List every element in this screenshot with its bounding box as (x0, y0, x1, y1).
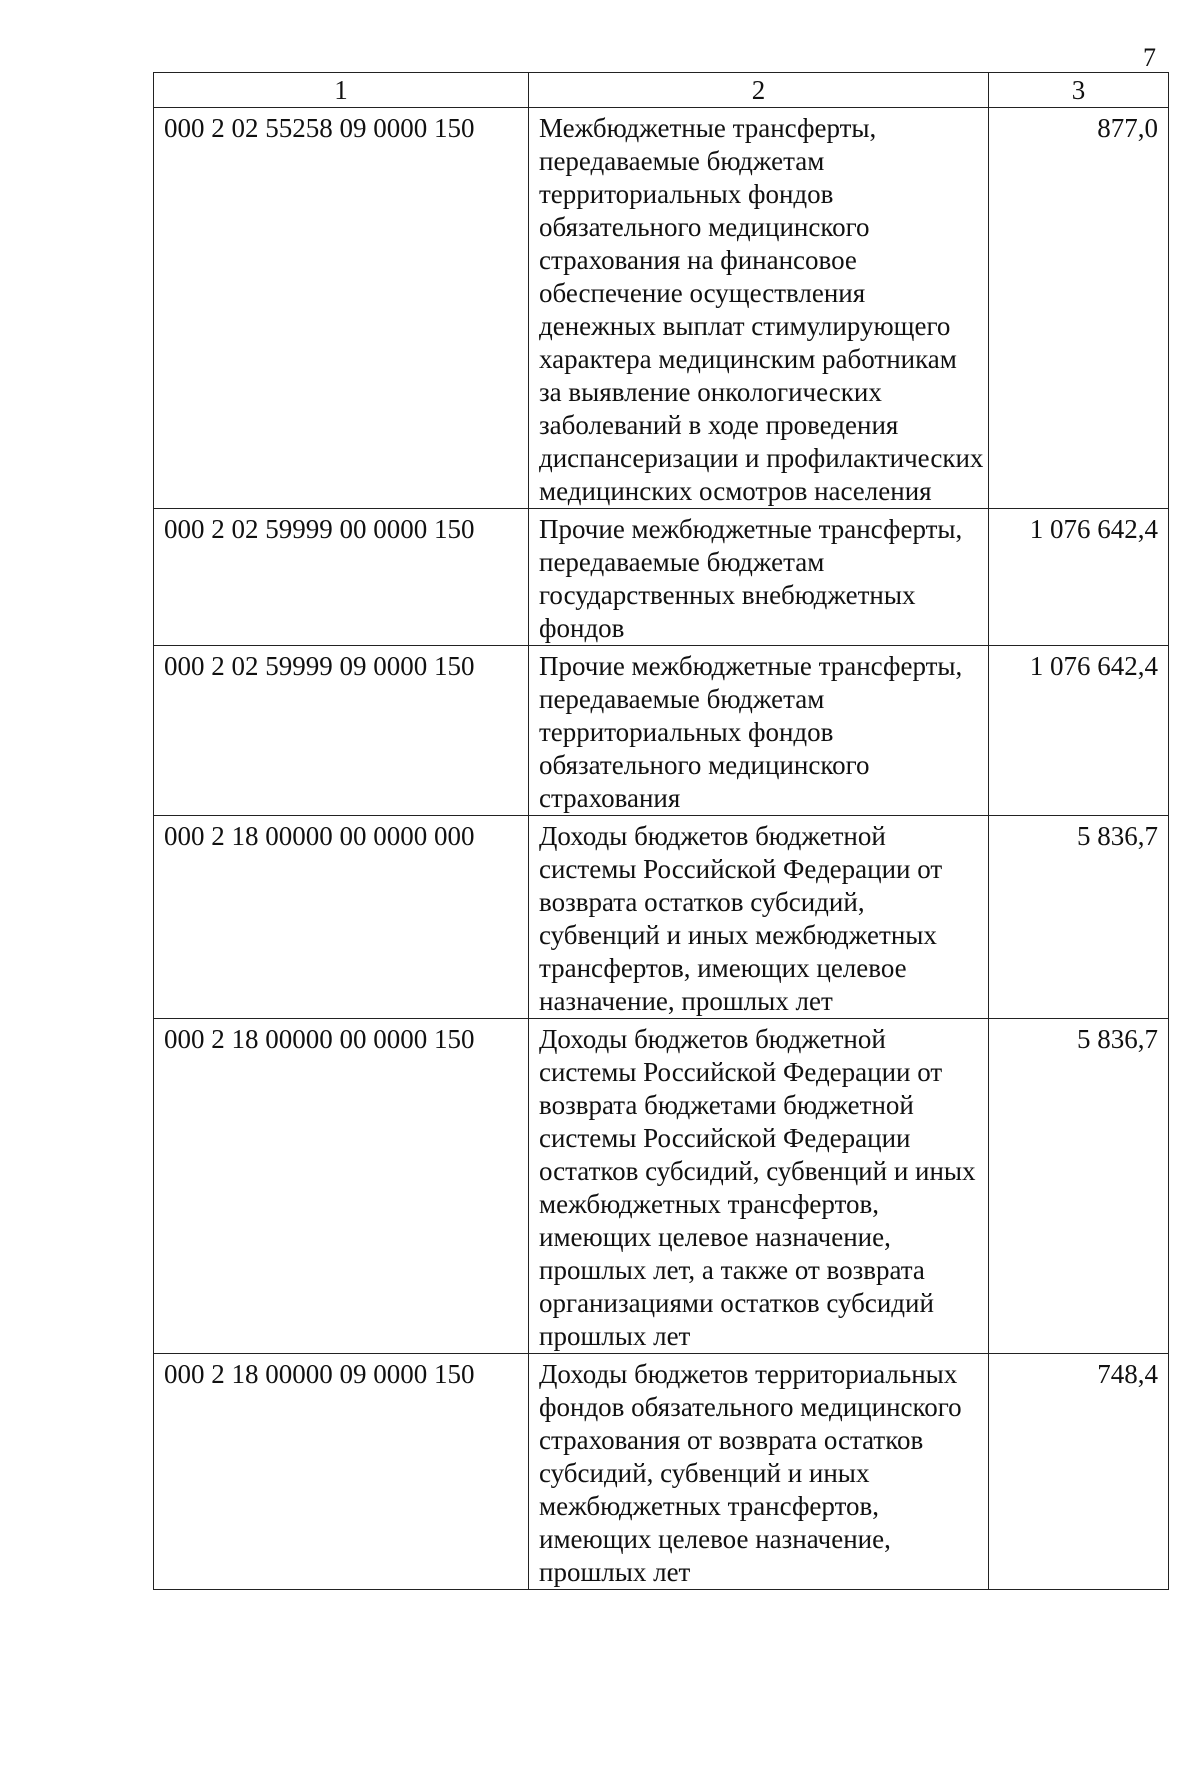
column-header-name: 2 (529, 73, 989, 108)
row-name: Доходы бюджетов территориальных фондов обязательного медицинского страхования от возврата остатков субсидий, субвенций и иных межбюджетных трансфертов, имеющих целевое назначение, прошлых лет (529, 1354, 989, 1590)
row-amount: 748,4 (989, 1354, 1169, 1590)
row-code: 000 2 18 00000 00 0000 000 (154, 816, 529, 1019)
row-code: 000 2 18 00000 00 0000 150 (154, 1019, 529, 1354)
row-amount: 5 836,7 (989, 816, 1169, 1019)
table-header-row (154, 73, 1169, 108)
row-amount: 5 836,7 (989, 1019, 1169, 1354)
row-name: Межбюджетные трансферты, передаваемые бюджетам территориальных фондов обязательного медицинского страхования на финансовое обеспечение осуществления денежных выплат стимулирующего характера медицинским работникам за выявление онкологических заболеваний в ходе проведения диспансеризации и профилактических медицинских осмотров населения (529, 108, 989, 509)
table-row (154, 509, 1169, 646)
column-header-code: 1 (154, 73, 529, 108)
row-amount: 1 076 642,4 (989, 646, 1169, 816)
row-amount: 877,0 (989, 108, 1169, 509)
row-code: 000 2 02 59999 00 0000 150 (154, 509, 529, 646)
table-row (154, 646, 1169, 816)
row-code: 000 2 02 59999 09 0000 150 (154, 646, 529, 816)
row-name: Доходы бюджетов бюджетной системы Российской Федерации от возврата бюджетами бюджетной системы Российской Федерации остатков субсидий, субвенций и иных межбюджетных трансфертов, имеющих целевое назначение, прошлых лет, а также от возврата организациями остатков субсидий прошлых лет (529, 1019, 989, 1354)
row-name: Доходы бюджетов бюджетной системы Российской Федерации от возврата остатков субсидий, субвенций и иных межбюджетных трансфертов, имеющих целевое назначение, прошлых лет (529, 816, 989, 1019)
row-code: 000 2 18 00000 09 0000 150 (154, 1354, 529, 1590)
table-row (154, 816, 1169, 1019)
row-name: Прочие межбюджетные трансферты, передаваемые бюджетам государственных внебюджетных фондов (529, 509, 989, 646)
budget-revenue-table (153, 72, 1169, 1590)
row-code: 000 2 02 55258 09 0000 150 (154, 108, 529, 509)
column-header-amount: 3 (989, 73, 1169, 108)
page-number: 7 (1143, 43, 1156, 72)
table-row (154, 1019, 1169, 1354)
row-name: Прочие межбюджетные трансферты, передаваемые бюджетам территориальных фондов обязательного медицинского страхования (529, 646, 989, 816)
row-amount: 1 076 642,4 (989, 509, 1169, 646)
table-row (154, 108, 1169, 509)
table-row (154, 1354, 1169, 1590)
